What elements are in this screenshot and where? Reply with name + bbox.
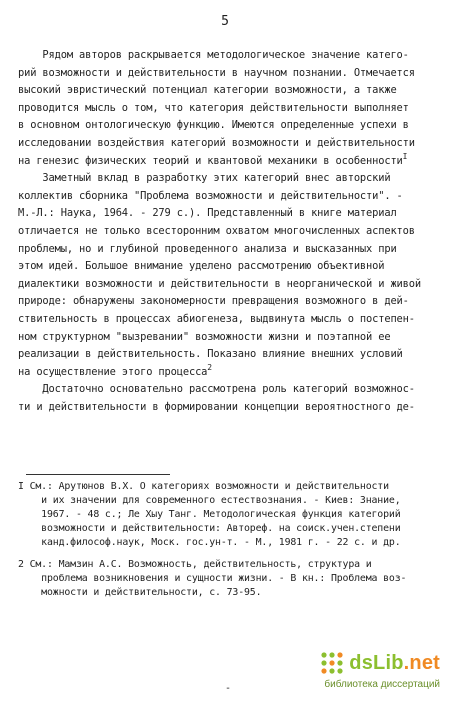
body-line-text: исследовании воздействия категорий возможности и действительности	[18, 137, 415, 149]
body-line	[18, 277, 432, 291]
watermark-logo	[319, 650, 440, 676]
body-line	[18, 294, 432, 308]
body-line	[18, 66, 432, 80]
body-line	[18, 48, 432, 62]
body-line	[18, 330, 432, 344]
body-line-text: М.-Л.: Наука, 1964. - 279 с.). Представленный в книге материал	[18, 207, 397, 220]
body-line-text: высокий эвристический потенциал категории возможности, а также	[18, 84, 397, 97]
body-line	[18, 171, 432, 185]
footnote-line: возможности и действительности: Автореф. на соиск.учен.степени	[18, 523, 401, 534]
footnote-line: проблема возникновения и сущности жизни. - В кн.: Проблема воз-	[18, 573, 407, 584]
footnote-marker: I	[402, 151, 408, 161]
body-line	[18, 312, 432, 326]
body-line-text: в основном онтологическую функцию. Имеются определенные успехи в	[18, 119, 409, 132]
footnote-line: I См.: Арутюнов В.Х. О категориях возможности и действительности	[18, 481, 389, 492]
body-line-text: Рядом авторов раскрывается методологическое значение катего-	[18, 49, 409, 61]
body-line	[18, 189, 432, 203]
body-line-text: природе: обнаружены закономерности превращения возможного в дей-	[18, 295, 409, 308]
footnote-marker: 2	[207, 362, 212, 372]
body-line-text: на осуществление этого процесса	[18, 365, 208, 378]
footnote-rule	[26, 474, 170, 475]
footnote-line: 2 См.: Мамзин А.С. Возможность, действительность, структура и	[18, 559, 372, 570]
body-line	[18, 347, 432, 361]
body-line-text: рий возможности и действительности в научном познании. Отмечается	[18, 66, 415, 79]
footnote-line: и их значении для современного естествознания. - Киев: Знание,	[18, 495, 401, 506]
bottom-dash: -	[225, 683, 232, 694]
body-line-text: на генезис физических теорий и квантовой механики в особенности	[18, 154, 403, 167]
watermark-subtitle: библиотека диссертаций	[324, 679, 440, 690]
body-line-text: проблемы, но и глубиной проведенного анализа и высказанных при	[18, 242, 397, 255]
watermark-name-main: dsLib	[349, 651, 404, 674]
body-line-text: коллектив сборника "Проблема возможности и действительности". -	[18, 189, 403, 202]
footnote-line: канд.философ.наук, Моск. гос.ун-т. - М., 1981 г. - 22 с. и др.	[18, 537, 401, 548]
body-line	[18, 136, 432, 150]
body-line	[18, 83, 432, 97]
body-line-text: диалектики возможности и действительности в неорганической и живой	[18, 277, 421, 290]
body-line	[18, 400, 432, 414]
body-line-text: ствительность в процессах абиогенеза, выдвинута мысль о постепен-	[18, 313, 415, 325]
body-line	[18, 362, 432, 380]
watermark-name	[349, 652, 440, 675]
page-number: 5	[221, 14, 229, 29]
body-line	[18, 382, 432, 396]
body-line-text: проводится мысль о том, что категория действительности выполняет	[18, 101, 409, 114]
body-line	[18, 224, 432, 238]
body-line	[18, 242, 432, 256]
body-line-text: этом идей. Большое внимание уделено рассмотрению объективной	[18, 260, 385, 273]
dots-logo-icon	[319, 650, 345, 676]
body-line-text: отличается не только всесторонним охватом многочисленных аспектов	[18, 225, 415, 237]
body-line	[18, 206, 432, 220]
body-line-text: реализации в действительность. Показано влияние внешних условий	[18, 348, 403, 361]
body-line-text: ном структурном "вызревании" возможности жизни и поэтапной ее	[18, 330, 391, 343]
footnote-line: 1967. - 48 с.; Ле Хыу Танг. Методологическая функция категорий	[18, 509, 401, 520]
body-line	[18, 101, 432, 115]
body-line-text: ти и действительности в формировании концепции вероятностного де-	[18, 401, 415, 413]
body-line-text: Достаточно основательно рассмотрена роль категорий возможнос-	[18, 383, 415, 396]
body-line	[18, 259, 432, 273]
footnote-line: можности и действительности, с. 73-95.	[18, 587, 262, 598]
body-line-text: Заметный вклад в разработку этих категорий внес авторский	[18, 172, 391, 185]
watermark	[319, 650, 440, 690]
body-line	[18, 151, 432, 169]
watermark-name-tld: .net	[403, 651, 440, 674]
body-line	[18, 118, 432, 132]
